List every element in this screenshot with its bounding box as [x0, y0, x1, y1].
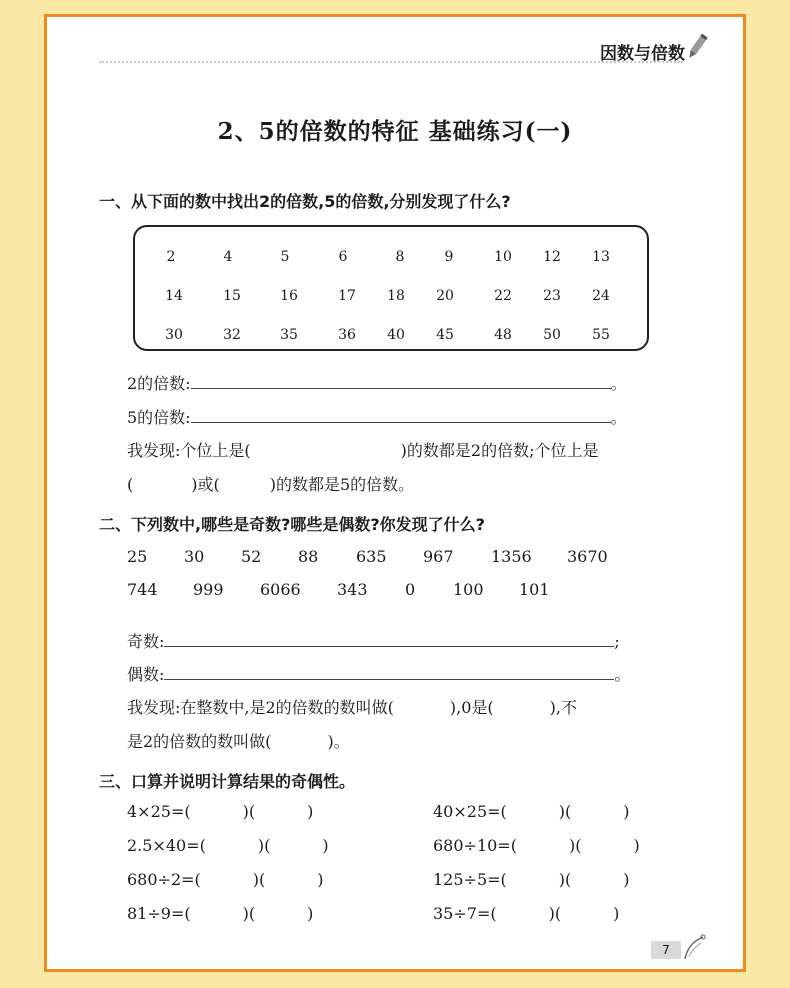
calc-problem — [127, 904, 313, 923]
number-cell: 35 — [280, 327, 298, 343]
end-mark: ; — [614, 632, 620, 651]
page-title: 2、5的倍数的特征 基础练习(一) — [217, 118, 573, 145]
bracket-text: ) — [623, 870, 630, 889]
bracket-text: )( — [548, 904, 562, 923]
calc-problem — [127, 802, 313, 821]
number-cell: 12 — [543, 249, 561, 265]
end-mark: 。 — [610, 408, 627, 427]
number-cell: 10 — [494, 249, 512, 265]
finding-text: )。 — [327, 732, 350, 751]
number-item: 0 — [405, 580, 416, 599]
multiples-of-5-label: 5的倍数: — [127, 408, 191, 427]
number-item: 3670 — [567, 547, 608, 566]
number-cell: 22 — [494, 288, 512, 304]
number-cell: 4 — [223, 249, 233, 265]
number-item: 52 — [241, 547, 262, 566]
number-cell: 30 — [165, 327, 183, 343]
finding-text: )或( — [191, 475, 220, 494]
number-cell: 16 — [280, 288, 298, 304]
number-item: 967 — [423, 547, 454, 566]
multiples-of-2-answer-field[interactable] — [191, 376, 611, 389]
number-item: 101 — [519, 580, 550, 599]
odd-numbers-answer-field[interactable] — [164, 634, 614, 647]
bracket-text: ) — [307, 802, 314, 821]
number-item: 1356 — [491, 547, 532, 566]
number-cell: 40 — [387, 327, 405, 343]
finding-text: ),不 — [549, 698, 578, 717]
finding-text: )的数都是5的倍数。 — [269, 475, 415, 494]
finding-text: )的数都是2的倍数;个位上是 — [400, 441, 599, 460]
feather-decoration-icon — [681, 933, 707, 961]
number-cell: 48 — [494, 327, 512, 343]
bracket-text: ) — [322, 836, 329, 855]
number-item: 6066 — [260, 580, 301, 599]
bracket-text: ) — [317, 870, 324, 889]
even-numbers-line — [127, 662, 630, 685]
calc-expression: 4×25=( — [127, 802, 191, 821]
number-cell: 13 — [592, 249, 610, 265]
end-mark: 。 — [610, 374, 627, 393]
bracket-text: ) — [613, 904, 620, 923]
multiples-of-2-label: 2的倍数: — [127, 374, 191, 393]
number-item: 744 — [127, 580, 158, 599]
finding-text: ( — [127, 475, 134, 494]
finding-text: 是2的倍数的数叫做( — [127, 732, 272, 751]
calc-expression: 680÷10=( — [433, 836, 517, 855]
number-item: 88 — [298, 547, 319, 566]
chapter-title: 因数与倍数 — [600, 44, 685, 64]
calc-problem — [433, 836, 640, 855]
bracket-text: )( — [558, 870, 572, 889]
finding-line-2 — [127, 472, 414, 495]
number-cell: 2 — [166, 249, 176, 265]
bracket-text: )( — [568, 836, 582, 855]
finding-text: 我发现:在整数中,是2的倍数的数叫做( — [127, 698, 394, 717]
number-cell: 17 — [338, 288, 356, 304]
bracket-text: )( — [252, 870, 266, 889]
number-cell: 32 — [223, 327, 241, 343]
odd-numbers-line — [127, 629, 620, 652]
number-cell: 50 — [543, 327, 561, 343]
bracket-text: ) — [307, 904, 314, 923]
even-numbers-label: 偶数: — [127, 665, 165, 684]
bracket-text: ) — [633, 836, 640, 855]
number-cell: 9 — [444, 249, 454, 265]
odd-numbers-label: 奇数: — [127, 632, 165, 651]
number-item: 25 — [127, 547, 148, 566]
number-cell: 8 — [395, 249, 405, 265]
section-3-heading: 三、口算并说明计算结果的奇偶性。 — [99, 772, 356, 791]
number-cell: 23 — [543, 288, 561, 304]
number-cell: 24 — [592, 288, 610, 304]
section-1-heading: 一、从下面的数中找出2的倍数,5的倍数,分别发现了什么? — [99, 192, 511, 211]
number-cell: 5 — [280, 249, 290, 265]
calc-problem — [433, 904, 619, 923]
finding-text: ),0是( — [449, 698, 494, 717]
number-cell: 15 — [223, 288, 241, 304]
number-item: 30 — [184, 547, 205, 566]
number-box — [133, 225, 649, 351]
number-item: 100 — [453, 580, 484, 599]
number-cell: 45 — [436, 327, 454, 343]
calc-expression: 125÷5=( — [433, 870, 507, 889]
page-number: 7 — [651, 941, 681, 959]
bracket-text: )( — [242, 802, 256, 821]
number-item: 343 — [337, 580, 368, 599]
calc-expression: 680÷2=( — [127, 870, 201, 889]
finding-line-4 — [127, 729, 350, 752]
multiples-of-5-answer-field[interactable] — [191, 410, 611, 423]
number-item: 635 — [356, 547, 387, 566]
number-cell: 14 — [165, 288, 183, 304]
calc-problem — [433, 802, 630, 821]
number-cell: 55 — [592, 327, 610, 343]
number-item: 999 — [193, 580, 224, 599]
bracket-text: )( — [257, 836, 271, 855]
finding-line-1 — [127, 438, 598, 461]
calc-expression: 40×25=( — [433, 802, 507, 821]
number-cell: 18 — [387, 288, 405, 304]
number-cell: 20 — [436, 288, 454, 304]
bracket-text: )( — [558, 802, 572, 821]
calc-expression: 35÷7=( — [433, 904, 497, 923]
multiples-of-5-line — [127, 405, 627, 428]
worksheet-page — [44, 14, 746, 972]
pencil-icon — [685, 31, 709, 61]
multiples-of-2-line — [127, 371, 627, 394]
finding-text: 我发现:个位上是( — [127, 441, 251, 460]
even-numbers-answer-field[interactable] — [164, 667, 614, 680]
end-mark: 。 — [614, 665, 631, 684]
calc-problem — [127, 870, 324, 889]
number-cell: 6 — [338, 249, 348, 265]
calc-problem — [127, 836, 329, 855]
bracket-text: )( — [242, 904, 256, 923]
section-2-heading: 二、下列数中,哪些是奇数?哪些是偶数?你发现了什么? — [99, 515, 485, 534]
calc-expression: 2.5×40=( — [127, 836, 206, 855]
calc-problem — [433, 870, 630, 889]
calc-expression: 81÷9=( — [127, 904, 191, 923]
number-cell: 36 — [338, 327, 356, 343]
bracket-text: ) — [623, 802, 630, 821]
header-divider — [99, 61, 683, 63]
finding-line-3 — [127, 695, 577, 718]
